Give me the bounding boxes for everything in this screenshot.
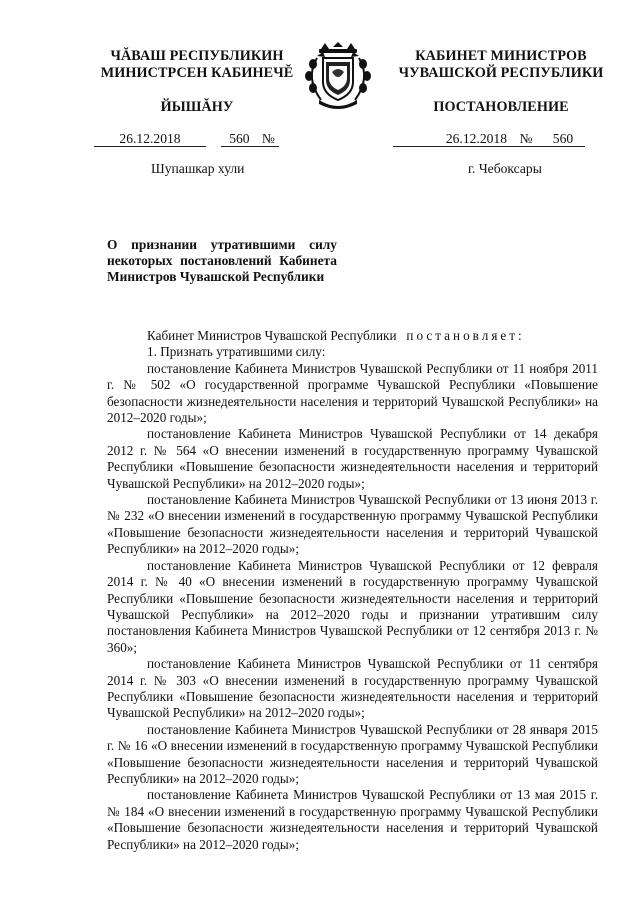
dateline-left	[94, 131, 306, 147]
place-right: г. Чебоксары	[468, 161, 542, 176]
paragraph: постановление Кабинета Министров Чувашской Республики от 12 февраля 2014 г. № 40 «О внесении изменений в государственную программу Чувашской Республики «Повышение безопасности жизнедеятельности населения и территорий Чувашской Республики» на 2012–2020 годы и признании утратившим силу постановления Кабинета Министров Чувашской Республики от 12 сентября 2013 г. № 360»;	[107, 557, 598, 655]
header-left-line2: МИНИСТРСЕН КАБИНЕЧĔ	[100, 65, 294, 81]
intro-spaced-text: постановляет:	[406, 328, 525, 343]
paragraph: постановление Кабинета Министров Чувашской Республики от 11 сентября 2014 г. № 303 «О внесении изменений в государственную программу Чувашской Республики «Повышение безопасности жизнедеятельности населения и территорий Чувашской Республики» на 2012–2020 годы»;	[107, 656, 598, 721]
coat-of-arms-emblem	[299, 42, 377, 112]
paragraph: постановление Кабинета Министров Чувашской Республики от 13 июня 2013 г. № 232 «О внесении изменений в государственную программу Чувашской Республики «Повышение безопасности жизнедеятельности населения и территорий Чувашской Республики» на 2012–2020 годы»;	[107, 492, 598, 557]
header-left-line1: ЧĂВАШ РЕСПУБЛИКИН	[110, 48, 284, 64]
header-right-line2: ЧУВАШСКОЙ РЕСПУБЛИКИ	[398, 65, 604, 81]
header-right	[392, 48, 610, 116]
number-left: 560	[221, 131, 257, 147]
paragraph: постановление Кабинета Министров Чувашской Республики от 13 мая 2015 г. № 184 «О внесении изменений в государственную программу Чувашской Республики «Повышение безопасности жизнедеятельности населения и территорий Чувашской Республики» на 2012–2020 годы»;	[107, 787, 598, 852]
number-right: 560	[541, 131, 585, 147]
date-right: 26.12.2018	[393, 131, 511, 147]
intro-paragraph	[107, 328, 598, 344]
place-left: Шупашкар хули	[151, 161, 245, 176]
no-sign-left: №	[257, 131, 279, 147]
item-1: 1. Признать утратившими силу:	[147, 344, 326, 360]
date-left: 26.12.2018	[94, 131, 206, 147]
dateline-right	[393, 131, 615, 147]
header-left	[88, 48, 306, 116]
intro-text: Кабинет Министров Чувашской Республики	[147, 328, 397, 343]
paragraph: постановление Кабинета Министров Чувашской Республики от 11 ноября 2011 г. № 502 «О государственной программе Чувашской Республики «Повышение безопасности жизнедеятельности населения и территорий Чувашской Республики» на 2012–2020 годы»;	[107, 360, 598, 426]
document-title: О признании утратившими силу некоторых постановлений Кабинета Министров Чувашской Республики	[107, 237, 337, 285]
document-body	[107, 328, 598, 853]
paragraph: постановление Кабинета Министров Чувашской Республики от 28 января 2015 г. № 16 «О внесении изменений в государственную программу Чувашской Республики «Повышение безопасности жизнедеятельности населения и территорий Чувашской Республики» на 2012–2020 годы»;	[107, 721, 598, 786]
header-left-doctype: ЙЫШĂНУ	[160, 99, 234, 115]
header-right-doctype: ПОСТАНОВЛЕНИЕ	[433, 99, 569, 115]
header-right-line1: КАБИНЕТ МИНИСТРОВ	[415, 48, 587, 64]
paragraph: постановление Кабинета Министров Чувашской Республики от 14 декабря 2012 г. № 564 «О внесении изменений в государственную программу Чувашской Республики «Повышение безопасности жизнедеятельности населения и территорий Чувашской Республики» на 2012–2020 годы»;	[107, 426, 598, 491]
no-sign-right: №	[511, 131, 541, 147]
